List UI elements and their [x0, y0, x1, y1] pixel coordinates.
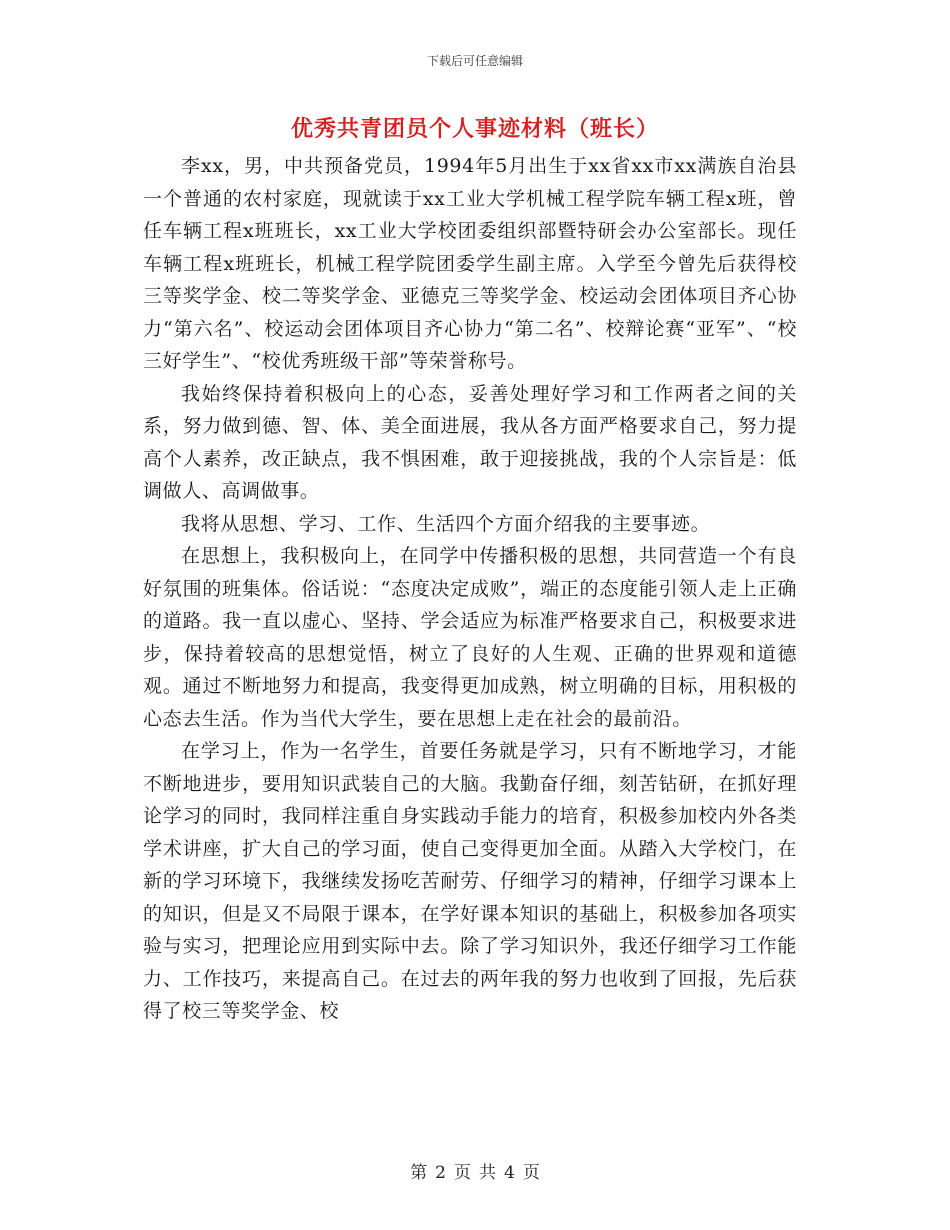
- header-note: 下载后可任意编辑: [426, 54, 523, 68]
- paragraph-attitude: 我始终保持着积极向上的心态，妥善处理好学习和工作两者之间的关系，努力做到德、智、体、美全面进展，我从各方面严格要求自己，努力提高个人素养，改正缺点，我不惧困难，敢于迎接挑战，我的个人宗旨是：低调做人、高调做事。: [143, 382, 797, 502]
- footer-suffix: 页: [522, 1163, 540, 1183]
- footer-prefix: 第: [410, 1163, 428, 1183]
- paragraph-thought: 在思想上，我积极向上，在同学中传播积极的思想，共同营造一个有良好氛围的班集体。俗话说：“态度决定成败”，端正的态度能引领人走上正确的道路。我一直以虚心、坚持、学会适应为标准严格要求自己，积极要求进步，保持着较高的思想觉悟，树立了良好的人生观、正确的世界观和道德观。通过不断地努力和提高，我变得更加成熟，树立明确的目标，用积极的心态去生活。作为当代大学生，要在思想上走在社会的最前沿。: [143, 545, 797, 730]
- document-body: [143, 150, 797, 1028]
- footer-total-prefix: 共: [479, 1163, 496, 1183]
- footer-page-total: 4: [504, 1163, 515, 1183]
- document-title: 优秀共青团员个人事迹材料（班长）: [290, 116, 659, 142]
- footer-page-current: 2: [435, 1163, 446, 1183]
- paragraph-study: 在学习上，作为一名学生，首要任务就是学习，只有不断地学习，才能不断地进步，要用知识武装自己的大脑。我勤奋仔细，刻苦钻研，在抓好理论学习的同时，我同样注重自身实践动手能力的培育，积极参加校内外各类学术讲座，扩大自己的学习面，使自己变得更加全面。从踏入大学校门，在新的学习环境下，我继续发扬吃苦耐劳、仔细学习的精神，仔细学习课本上的知识，但是又不局限于课本，在学好课本知识的基础上，积极参加各项实验与实习，把理论应用到实际中去。除了学习知识外，我还仔细学习工作能力、工作技巧，来提高自己。在过去的两年我的努力也收到了回报，先后获得了校三等奖学金、校: [143, 740, 797, 1022]
- paragraph-overview: 我将从思想、学习、工作、生活四个方面介绍我的主要事迹。: [181, 512, 711, 535]
- footer-mid: 页: [454, 1163, 471, 1183]
- page-footer: [0, 1158, 950, 1183]
- paragraph-intro: 李xx，男，中共预备党员，1994年5月出生于xx省xx市xx满族自治县一个普通的农村家庭，现就读于xx工业大学机械工程学院车辆工程x班，曾任车辆工程x班班长，xx工业大学校团委组织部暨特研会办公室部长。现任车辆工程x班班长，机械工程学院团委学生副主席。入学至今曾先后获得校三等奖学金、校二等奖学金、亚德克三等奖学金、校运动会团体项目齐心协力“第六名”、校运动会团体项目齐心协力“第二名”、校辩论赛“亚军”、“校三好学生”、“校优秀班级干部”等荣誉称号。: [143, 155, 797, 372]
